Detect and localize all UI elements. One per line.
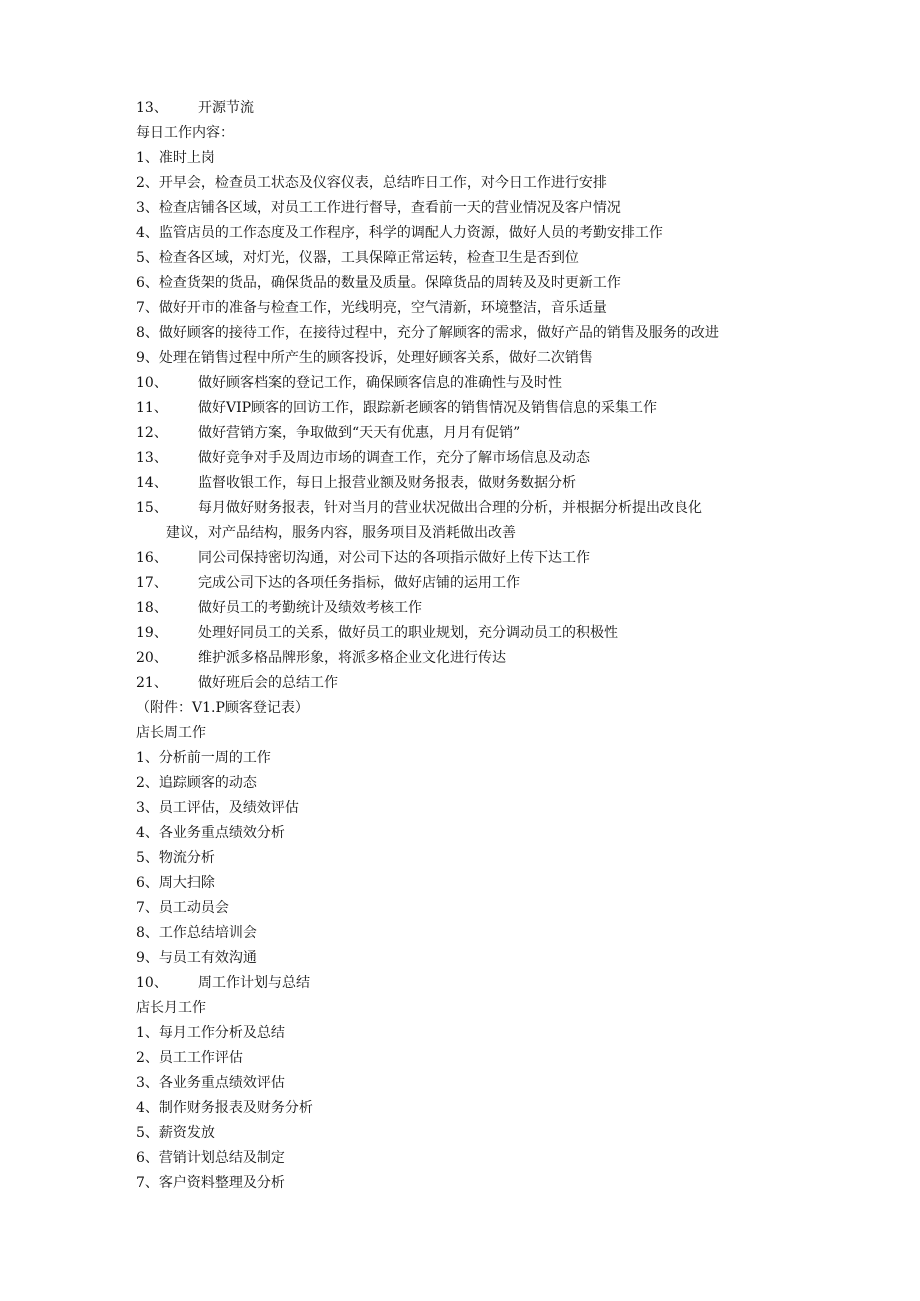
list-item <box>136 671 796 696</box>
item-number: 6、 <box>136 875 159 891</box>
item-text: 营销计划总结及制定 <box>158 1150 285 1166</box>
list-item <box>136 421 796 446</box>
item-number: 11、 <box>136 400 168 416</box>
list-item <box>136 771 796 796</box>
item-number: 15、 <box>136 500 168 516</box>
item-text: 薪资发放 <box>158 1125 215 1141</box>
item-number: 3、 <box>136 800 159 816</box>
list-item <box>136 446 796 471</box>
list-item <box>136 346 796 371</box>
list-item <box>136 1096 796 1121</box>
item-number: 2、 <box>136 775 159 791</box>
item-text: 分析前一周的工作 <box>158 750 271 766</box>
item-number: 17、 <box>136 575 168 591</box>
item-text: 物流分析 <box>158 850 215 866</box>
list-item <box>136 596 796 621</box>
list-item <box>136 296 796 321</box>
item-text: 与员工有效沟通 <box>158 950 257 966</box>
item-text: 维护派多格品牌形象，将派多格企业文化进行传达 <box>198 650 506 666</box>
list-item <box>136 1021 796 1046</box>
item-text: 追踪顾客的动态 <box>158 775 257 791</box>
item-number: 8、 <box>136 925 159 941</box>
list-item <box>136 1171 796 1196</box>
item-number: 1、 <box>136 750 159 766</box>
item-number: 10、 <box>136 375 168 391</box>
item-text: 员工评估，及绩效评估 <box>158 800 299 816</box>
item-number: 4、 <box>136 825 159 841</box>
item-text: 员工动员会 <box>158 900 229 916</box>
item-number: 1、 <box>136 150 159 166</box>
list-item <box>136 321 796 346</box>
item-number: 9、 <box>136 350 159 366</box>
item-number: 9、 <box>136 950 159 966</box>
item-number: 7、 <box>136 300 159 316</box>
item-number: 21、 <box>136 675 168 691</box>
item-text: 做好班后会的总结工作 <box>198 675 338 691</box>
item-number: 2、 <box>136 1050 159 1066</box>
section-heading: 店长月工作 <box>136 1000 206 1016</box>
list-item <box>136 621 796 646</box>
item-number: 5、 <box>136 850 159 866</box>
list-item <box>136 571 796 596</box>
item-number: 5、 <box>136 1125 159 1141</box>
list-item <box>136 821 796 846</box>
item-text-continuation: 建议，对产品结构，服务内容，服务项目及消耗做出改善 <box>166 525 516 541</box>
item-text: 检查各区域，对灯光，仪器，工具保障正常运转，检查卫生是否到位 <box>158 250 579 266</box>
item-text: 同公司保持密切沟通，对公司下达的各项指示做好上传下达工作 <box>198 550 590 566</box>
item-text: 监督收银工作，每日上报营业额及财务报表，做财务数据分析 <box>198 475 576 491</box>
list-item <box>136 971 796 996</box>
list-item <box>136 221 796 246</box>
list-item <box>136 846 796 871</box>
document-body <box>136 96 796 1196</box>
item-text: 开源节流 <box>198 100 254 116</box>
item-text: 做好营销方案，争取做到“天天有优惠，月月有促销” <box>198 425 521 441</box>
item-number: 5、 <box>136 250 159 266</box>
list-item <box>136 246 796 271</box>
item-number: 6、 <box>136 1150 159 1166</box>
list-item <box>136 896 796 921</box>
list-item <box>136 1121 796 1146</box>
item-text: 做好开市的准备与检查工作，光线明亮，空气清新，环境整洁，音乐适量 <box>158 300 607 316</box>
item-text: 做好VIP顾客的回访工作，跟踪新老顾客的销售情况及销售信息的采集工作 <box>198 400 658 416</box>
list-item <box>136 946 796 971</box>
item-number: 8、 <box>136 325 159 341</box>
list-item <box>136 396 796 421</box>
item-text: 准时上岗 <box>158 150 215 166</box>
item-text: 做好员工的考勤统计及绩效考核工作 <box>198 600 422 616</box>
item-text: 周大扫除 <box>158 875 215 891</box>
list-item <box>136 146 796 171</box>
item-number: 12、 <box>136 425 168 441</box>
item-number: 16、 <box>136 550 168 566</box>
item-number: 6、 <box>136 275 159 291</box>
list-item <box>136 496 796 521</box>
item-number: 14、 <box>136 475 168 491</box>
item-number: 20、 <box>136 650 168 666</box>
item-text: 处理在销售过程中所产生的顾客投诉，处理好顾客关系，做好二次销售 <box>158 350 593 366</box>
item-number: 19、 <box>136 625 168 641</box>
item-text: 检查店铺各区域，对员工工作进行督导，查看前一天的营业情况及客户情况 <box>158 200 621 216</box>
list-item <box>136 646 796 671</box>
item-number: 4、 <box>136 225 159 241</box>
item-number: 1、 <box>136 1025 159 1041</box>
section-heading: 店长周工作 <box>136 725 206 741</box>
list-item <box>136 1046 796 1071</box>
list-item <box>136 1071 796 1096</box>
item-text: 每月工作分析及总结 <box>158 1025 285 1041</box>
item-number: 2、 <box>136 175 159 191</box>
item-text: 检查货架的货品，确保货品的数量及质量。保障货品的周转及及时更新工作 <box>158 275 621 291</box>
item-text: 做好竞争对手及周边市场的调查工作，充分了解市场信息及动态 <box>198 450 590 466</box>
list-item <box>136 1146 796 1171</box>
item-text: 周工作计划与总结 <box>198 975 310 991</box>
list-item <box>136 746 796 771</box>
item-number: 7、 <box>136 1175 159 1191</box>
item-number: 13、 <box>136 100 168 116</box>
item-text: 做好顾客的接待工作，在接待过程中，充分了解顾客的需求，做好产品的销售及服务的改进 <box>158 325 719 341</box>
item-text: 处理好同员工的关系，做好员工的职业规划，充分调动员工的积极性 <box>198 625 618 641</box>
list-item <box>136 871 796 896</box>
list-item <box>136 196 796 221</box>
item-text: 监管店员的工作态度及工作程序，科学的调配人力资源，做好人员的考勤安排工作 <box>158 225 663 241</box>
list-item <box>136 921 796 946</box>
item-number: 4、 <box>136 1100 159 1116</box>
item-text: 各业务重点绩效分析 <box>158 825 285 841</box>
list-item <box>136 796 796 821</box>
item-number: 3、 <box>136 1075 159 1091</box>
section-heading: 每日工作内容： <box>136 125 234 141</box>
item-text: 制作财务报表及财务分析 <box>158 1100 313 1116</box>
item-number: 18、 <box>136 600 168 616</box>
item-text: 完成公司下达的各项任务指标，做好店铺的运用工作 <box>198 575 520 591</box>
list-item <box>136 271 796 296</box>
item-text: 客户资料整理及分析 <box>158 1175 285 1191</box>
list-item <box>136 546 796 571</box>
item-text: 做好顾客档案的登记工作，确保顾客信息的准确性与及时性 <box>198 375 562 391</box>
item-text: 各业务重点绩效评估 <box>158 1075 285 1091</box>
list-item <box>136 371 796 396</box>
item-number: 10、 <box>136 975 168 991</box>
list-item <box>136 171 796 196</box>
item-text: 开早会，检查员工状态及仪容仪表，总结昨日工作，对今日工作进行安排 <box>158 175 607 191</box>
item-number: 7、 <box>136 900 159 916</box>
item-text: 员工工作评估 <box>158 1050 243 1066</box>
item-number: 3、 <box>136 200 159 216</box>
item-text: 每月做好财务报表，针对当月的营业状况做出合理的分析，并根据分析提出改良化 <box>198 500 702 516</box>
attachment-note: （附件：V1.P顾客登记表） <box>136 700 309 716</box>
item-text: 工作总结培训会 <box>158 925 257 941</box>
list-item <box>136 471 796 496</box>
list-item <box>136 96 796 121</box>
item-number: 13、 <box>136 450 168 466</box>
